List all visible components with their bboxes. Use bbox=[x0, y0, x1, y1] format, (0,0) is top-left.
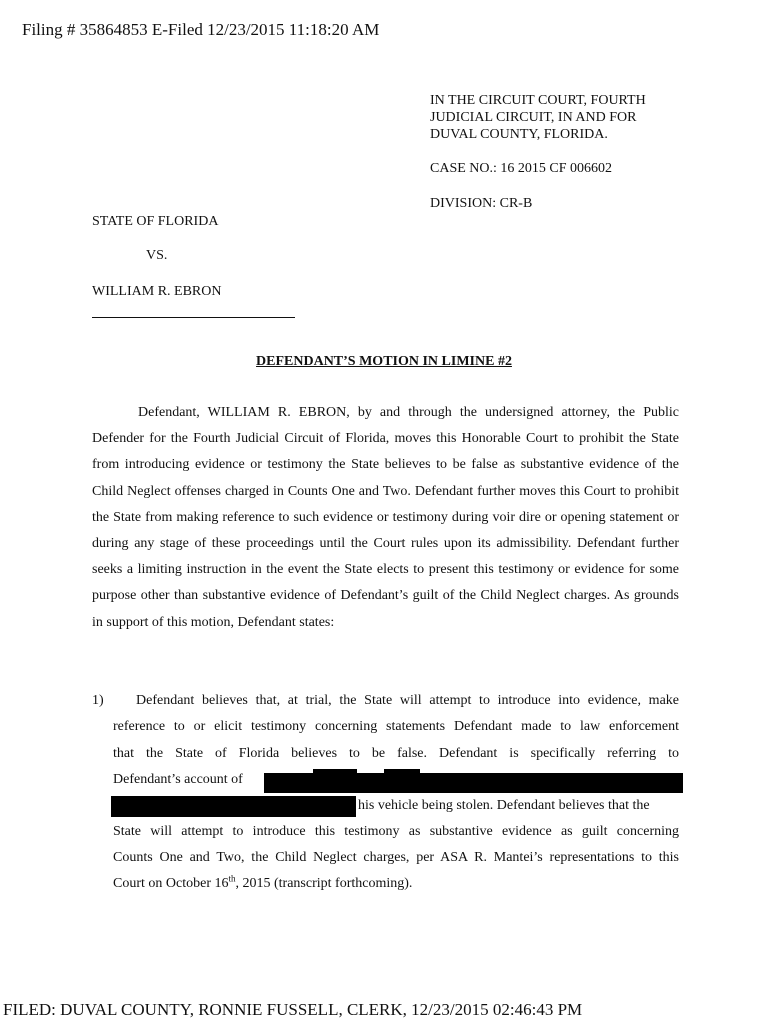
item-line: that the State of Florida believes to be false. Defendant is specifically referring to bbox=[113, 746, 679, 761]
item-number: 1) bbox=[92, 693, 104, 708]
item-line: Counts One and Two, the Child Neglect charges, per ASA R. Mantei’s representations to this bbox=[113, 850, 679, 865]
caption-vs: VS. bbox=[146, 248, 168, 263]
item-line: Defendant believes that, at trial, the State will attempt to introduce into evidence, make bbox=[136, 693, 679, 708]
motion-title: DEFENDANT’S MOTION IN LIMINE #2 bbox=[256, 354, 512, 369]
court-line: DUVAL COUNTY, FLORIDA. bbox=[430, 127, 608, 142]
court-line: IN THE CIRCUIT COURT, FOURTH bbox=[430, 93, 646, 108]
caption-plaintiff: STATE OF FLORIDA bbox=[92, 214, 219, 229]
court-line: JUDICIAL CIRCUIT, IN AND FOR bbox=[430, 110, 637, 125]
filing-header: Filing # 35864853 E-Filed 12/23/2015 11:18:20 AM bbox=[22, 20, 380, 39]
caption-rule bbox=[92, 317, 295, 318]
item-line: Defendant’s account of bbox=[113, 772, 243, 787]
redaction-bar bbox=[384, 769, 420, 774]
redaction-bar bbox=[313, 769, 357, 774]
filed-footer: FILED: DUVAL COUNTY, RONNIE FUSSELL, CLERK, 12/23/2015 02:46:43 PM bbox=[3, 1000, 583, 1019]
item-line: reference to or elicit testimony concerning statements Defendant made to law enforcement bbox=[113, 719, 679, 734]
case-number: CASE NO.: 16 2015 CF 006602 bbox=[430, 161, 613, 176]
item-text: Court on October 16 bbox=[113, 876, 229, 891]
item-text: , 2015 (transcript forthcoming). bbox=[235, 876, 413, 891]
court-heading bbox=[430, 92, 646, 143]
item-line: State will attempt to introduce this testimony as substantive evidence as guilt concerning bbox=[113, 824, 679, 839]
ordinal-suffix: th bbox=[228, 873, 236, 884]
intro-paragraph: Defendant, WILLIAM R. EBRON, by and through the undersigned attorney, the Public Defender for the Fourth Judicial Circuit of Florida, moves this Honorable Court to prohibit the State from introducing evidence or testimony the State believes to be false as substantive evidence of the Child Neglect offenses charged in Counts One and Two. Defendant further moves this Court to prohibit the State from making reference to such evidence or testimony during voir dire or opening statement or during any stage of these proceedings until the Court rules upon its admissibility. Defendant further seeks a limiting instruction in the event the State elects to present this testimony or evidence for some purpose other than substantive evidence of Defendant’s guilt of the Child Neglect charges. As grounds in support of this motion, Defendant states: bbox=[92, 405, 679, 630]
redaction-bar bbox=[264, 773, 683, 793]
item-line-last bbox=[113, 873, 413, 892]
caption-defendant: WILLIAM R. EBRON bbox=[92, 284, 222, 299]
item-line: his vehicle being stolen. Defendant believes that the bbox=[358, 798, 650, 813]
redaction-bar bbox=[111, 796, 356, 817]
division: DIVISION: CR-B bbox=[430, 196, 533, 211]
